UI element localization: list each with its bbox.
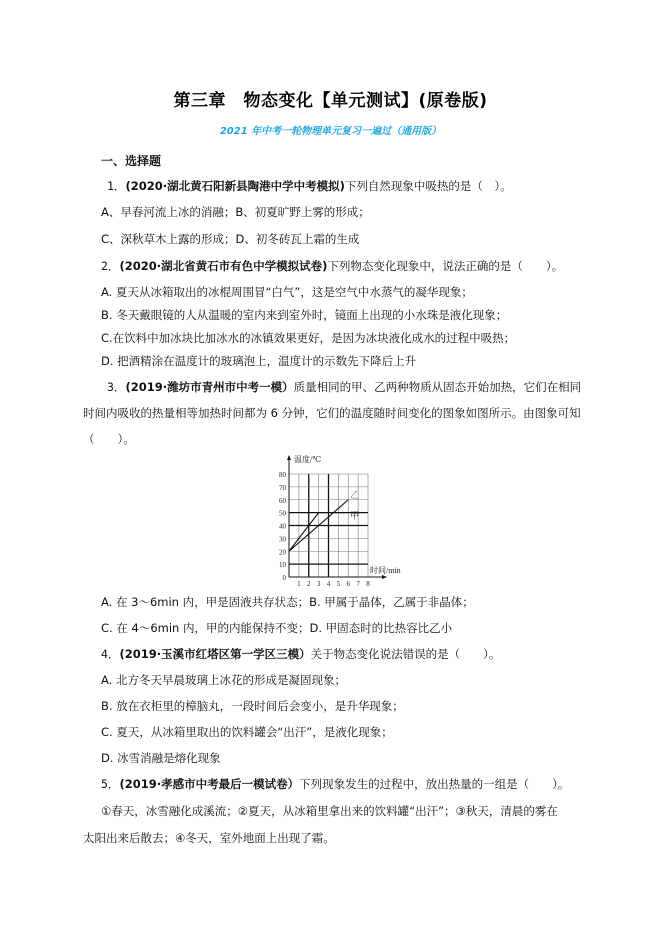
chart-ticks	[279, 471, 370, 588]
question-3-stem-line2: 时间内吸收的热量相等加热时间都为 6 分钟，它们的温度随时间变化的图象如图所示。由图象可知	[83, 406, 581, 420]
question-text: 质量相同的甲、乙两种物质从固态开始加热，它们在相同	[293, 380, 582, 394]
y-tick-label: 30	[279, 535, 286, 544]
x-tick-label: 4	[326, 580, 331, 588]
x-tick-label: 8	[366, 580, 370, 588]
chart-x-label: 时间/min	[370, 566, 401, 575]
page-title: 第三章 物态变化【单元测试】(原卷版)	[173, 91, 488, 111]
x-tick-label: 6	[346, 580, 350, 588]
y-tick-label: 10	[279, 561, 286, 570]
question-4-option-c: C. 夏天，从冰箱里取出的饮料罐会“出汗”，是液化现象；	[101, 725, 393, 739]
y-tick-label: 20	[279, 548, 286, 557]
y-tick-label: 80	[279, 471, 286, 479]
question-text: 下列现象发生的过程中，放出热量的一组是（ ）。	[299, 777, 570, 791]
series-label: 甲	[350, 510, 360, 521]
question-2-option-c: C.在饮料中加冰块比加冰水的冰镇效果更好，是因为冰块液化成水的过程中吸热；	[101, 331, 516, 345]
y-tick-label: 70	[279, 483, 286, 492]
temperature-time-chart	[262, 452, 401, 588]
x-tick-label: 7	[356, 580, 360, 588]
question-5-stem	[101, 776, 569, 792]
question-3-stem-line3: （ ）。	[83, 432, 135, 446]
x-tick-label: 1	[297, 580, 301, 588]
question-2-option-b: B. 冬天戴眼镜的人从温暖的室内来到室外时，镜面上出现的小水珠是液化现象；	[101, 308, 508, 322]
question-2-option-a: A. 夏天从冰箱取出的冰棍周围冒“白气”，这是空气中水蒸气的凝华现象；	[101, 285, 473, 299]
x-tick-label: 5	[336, 580, 341, 588]
question-5-line2: ①春天，冰雪融化成溪流；②夏天，从冰箱里拿出来的饮料罐“出汗”；③秋天，清晨的雾在	[101, 804, 558, 818]
x-axis-arrow-icon	[382, 575, 387, 579]
question-3-stem	[107, 379, 581, 395]
y-axis-arrow-icon	[287, 455, 291, 460]
section-heading: 一、选择题	[101, 154, 162, 168]
question-3-option-line: C. 在 4～6min 内，甲的内能保持不变；D. 甲固态时的比热容比乙小	[101, 621, 453, 635]
question-5-line3: 太阳出来后散去；④冬天，室外地面上出现了霜。	[83, 831, 335, 845]
question-source: (2019·孝感市中考最后一模试卷）	[119, 777, 300, 791]
question-4-option-d: D. 冰雪消融是熔化现象	[101, 751, 221, 765]
y-tick-label: 40	[279, 522, 286, 531]
question-4-stem	[101, 646, 500, 662]
y-tick-label: 60	[279, 496, 286, 505]
question-number: 3．	[107, 380, 126, 394]
page-subtitle: 2021 年中考一轮物理单元复习一遍过（通用版）	[219, 126, 442, 137]
question-number: 5．	[101, 777, 120, 791]
question-text: 关于物态变化说法错误的是（ ）。	[310, 647, 501, 661]
question-number: 4．	[101, 647, 120, 661]
question-source: (2020·湖北省黄石市有色中学模拟试卷)	[119, 259, 328, 273]
question-1-option-line: A、早春河流上冰的消融；B、初夏旷野上雾的形成；	[101, 205, 370, 219]
question-4-option-b: B. 放在衣柜里的樟脑丸，一段时间后会变小，是升华现象；	[101, 699, 404, 713]
question-source: (2019·潍坊市青州市中考一模）	[125, 380, 294, 394]
chart-series	[289, 490, 359, 552]
chart-y-label: 温度/℃	[294, 455, 322, 464]
question-4-option-a: A. 北方冬天早晨玻璃上冰花的形成是凝固现象；	[101, 673, 346, 687]
chart-axes	[287, 455, 387, 579]
question-1-option-line: C、深秋草木上露的形成；D、初冬砖瓦上霜的生成	[101, 232, 360, 246]
question-text: 下列物态变化现象中，说法正确的是（ ）。	[327, 259, 564, 273]
question-2-option-d: D. 把酒精涂在温度计的玻璃泡上，温度计的示数先下降后上升	[101, 354, 417, 368]
x-tick-label: 2	[307, 580, 311, 588]
y-tick-label: 0	[282, 574, 286, 582]
series-label: 乙	[350, 489, 360, 500]
question-1-stem	[107, 178, 512, 194]
question-source: (2019·玉溪市红塔区第一学区三模）	[119, 647, 311, 661]
y-tick-label: 50	[279, 509, 286, 518]
x-tick-label: 3	[316, 580, 321, 588]
question-source: (2020·湖北黄石阳新县陶港中学中考模拟)	[125, 179, 345, 193]
question-2-stem	[101, 258, 563, 274]
question-number: 2．	[101, 259, 120, 273]
question-text: 下列自然现象中吸热的是（ ）。	[344, 179, 512, 193]
question-3-option-line: A. 在 3～6min 内，甲是固液共存状态；B. 甲属于晶体，乙属于非晶体；	[101, 595, 474, 609]
question-number: 1．	[107, 179, 126, 193]
